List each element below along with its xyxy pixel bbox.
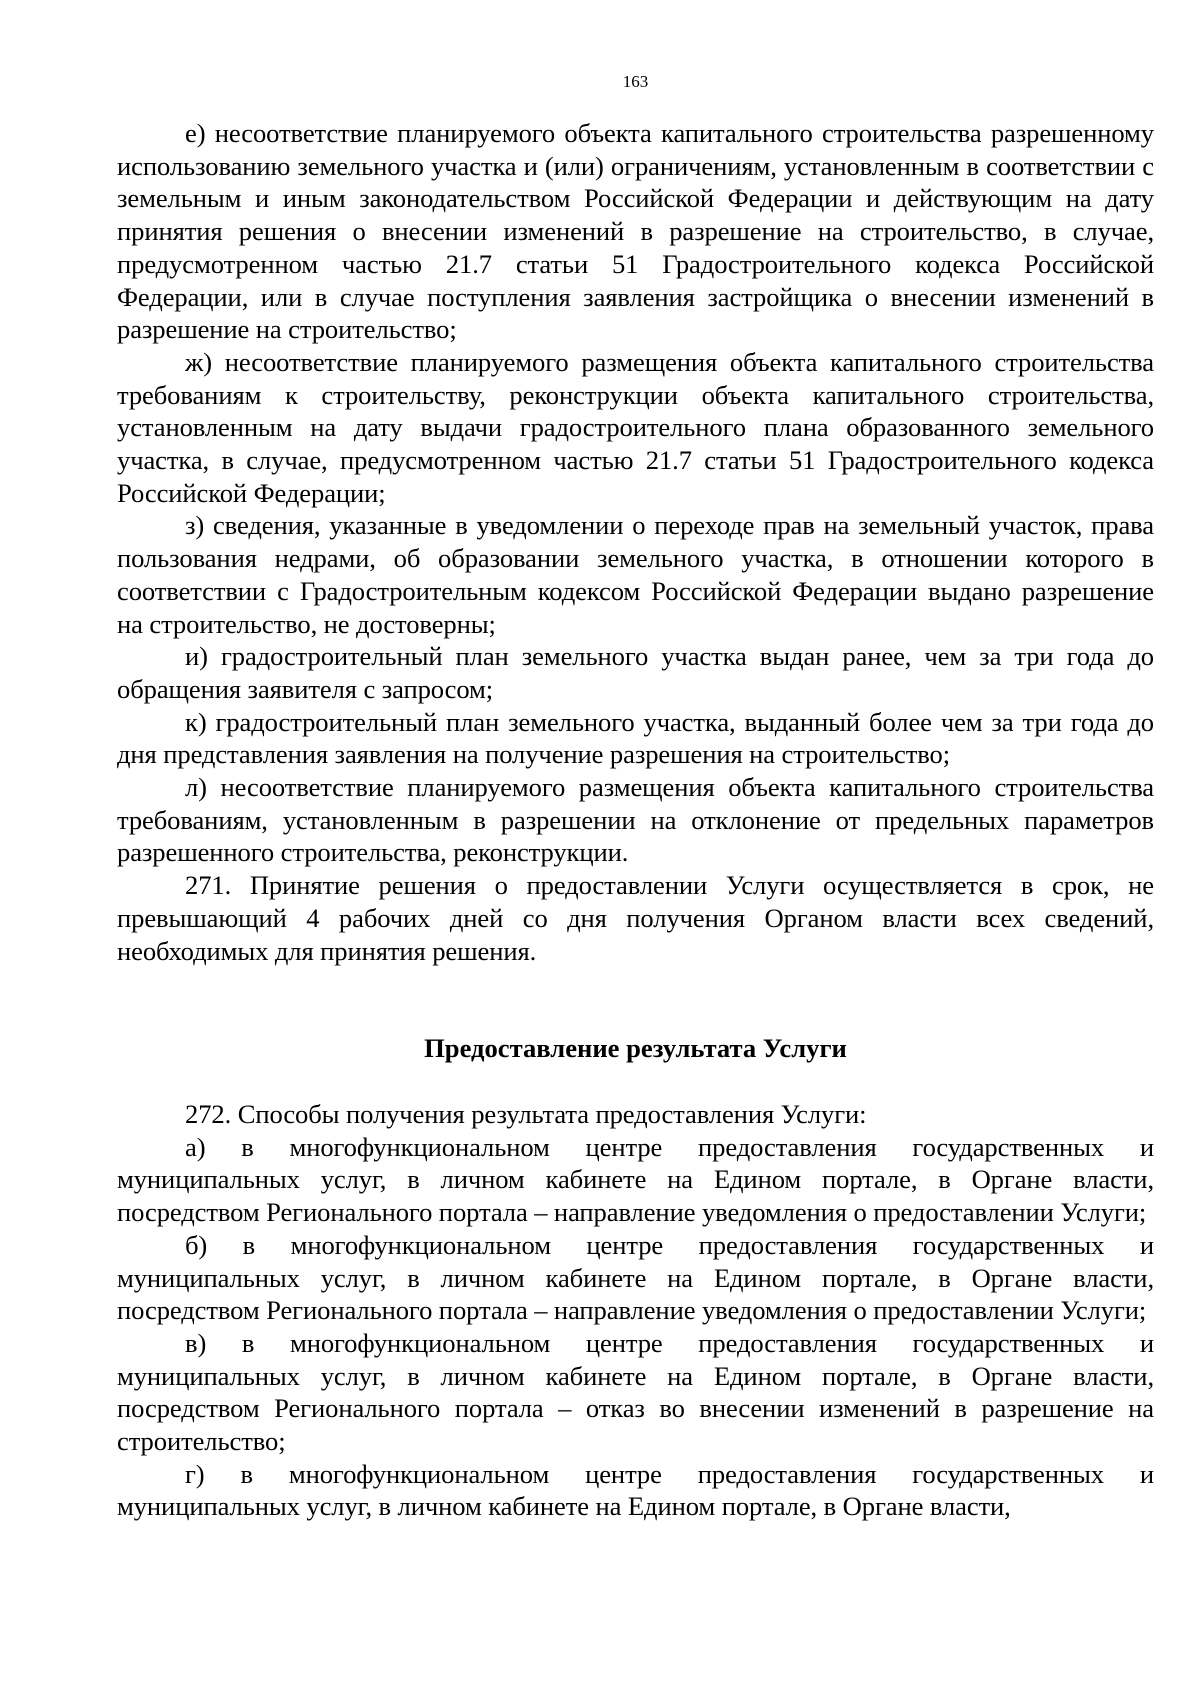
paragraph-272: 272. Способы получения результата предоставления Услуги: bbox=[185, 1098, 867, 1129]
paragraph-item-a: а) в многофункциональном центре предоставления государственных и муниципальных услуг, в личном кабинете на Едином портале, в Органе власти, посредством Регионального портала – направление уведомления о предоставлении Услуги; bbox=[117, 1131, 1154, 1228]
paragraph-item-b: б) в многофункциональном центре предоставления государственных и муниципальных услуг, в личном кабинете на Едином портале, в Органе власти, посредством Регионального портала – направление уведомления о предоставлении Услуги; bbox=[117, 1229, 1154, 1326]
page-content bbox=[117, 117, 1154, 1523]
paragraph-item-v: в) в многофункциональном центре предоставления государственных и муниципальных услуг, в личном кабинете на Едином портале, в Органе власти, посредством Регионального портала – отказ во внесении изменений в разрешение на строительство; bbox=[117, 1327, 1154, 1457]
paragraph-item-g: г) в многофункциональном центре предоставления государственных и муниципальных услуг, в личном кабинете на Едином портале, в Органе власти, bbox=[117, 1458, 1154, 1522]
paragraph-item-z: з) сведения, указанные в уведомлении о переходе прав на земельный участок, права пользования недрами, об образовании земельного участка, в отношении которого в соответствии с Градостроительным кодексом Российской Федерации выдано разрешение на строительство, не достоверны; bbox=[117, 510, 1154, 639]
paragraph-item-i: и) градостроительный план земельного участка выдан ранее, чем за три года до обращения заявителя с запросом; bbox=[117, 641, 1154, 704]
page-number: 163 bbox=[622, 72, 649, 91]
spacer bbox=[117, 1065, 1154, 1098]
spacer bbox=[117, 967, 1154, 1032]
paragraph-item-l: л) несоответствие планируемого размещения объекта капитального строительства требованиям, установленным в разрешении на отклонение от предельных параметров разрешенного строительства, реконструкции. bbox=[117, 772, 1154, 868]
section-heading: Предоставление результата Услуги bbox=[424, 1033, 847, 1064]
paragraph-item-zh: ж) несоответствие планируемого размещения объекта капитального строительства требованиям к строительству, реконструкции объекта капитального строительства, установленным на дату выдачи градостроительного плана образованного земельного участка, в случае, предусмотренном частью 21.7 статьи 51 Градостроительного кодекса Российской Федерации; bbox=[117, 346, 1154, 508]
paragraph-271: 271. Принятие решения о предоставлении Услуги осуществляется в срок, не превышающий 4 рабочих дней со дня получения Органом власти всех сведений, необходимых для принятия решения. bbox=[117, 870, 1154, 966]
paragraph-item-k: к) градостроительный план земельного участка, выданный более чем за три года до дня представления заявления на получение разрешения на строительство; bbox=[117, 706, 1154, 770]
paragraph-item-e: е) несоответствие планируемого объекта капитального строительства разрешенному использованию земельного участка и (или) ограничениям, установленным в соответствии с земельным и иным законодательством Российской Федерации и действующим на дату принятия решения о внесении изменений в разрешение на строительство, в случае, предусмотренном частью 21.7 статьи 51 Градостроительного кодекса Российской Федерации, или в случае поступления заявления застройщика о внесении изменений в разрешение на строительство; bbox=[117, 118, 1154, 345]
